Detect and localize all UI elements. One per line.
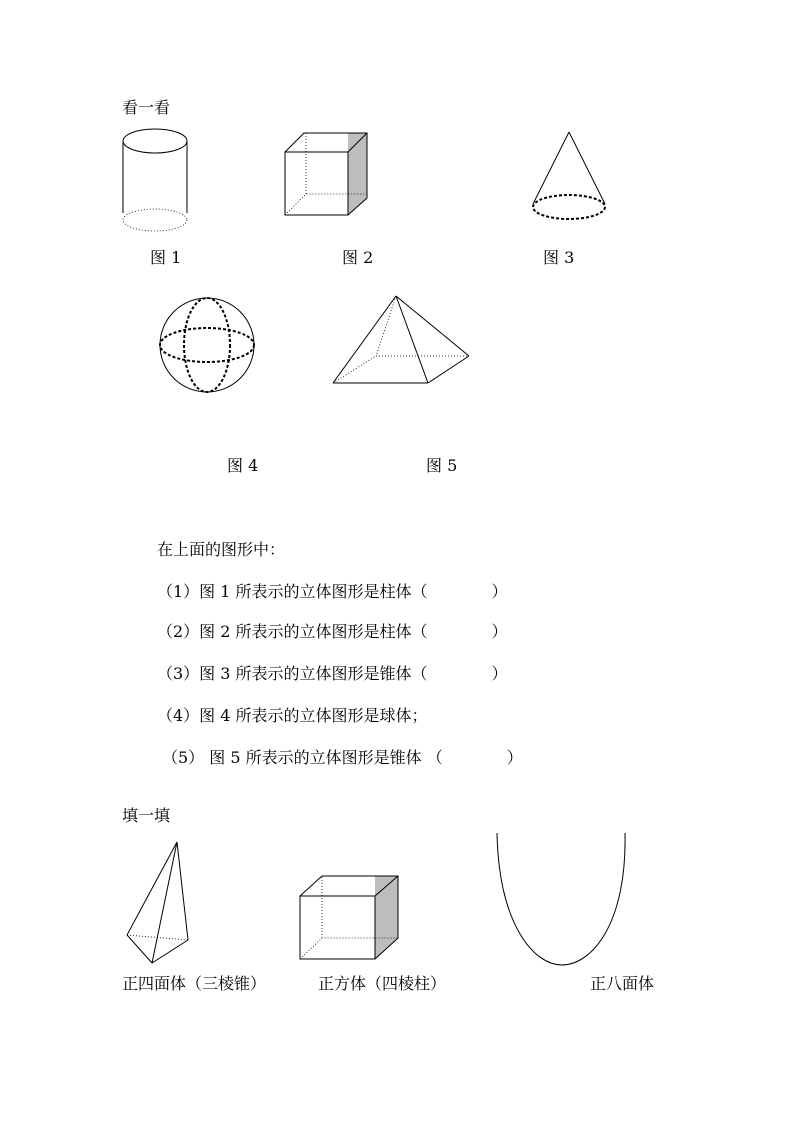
figure-1-label: 图 1 (150, 248, 182, 267)
figure-2-label: 图 2 (342, 248, 374, 267)
tetrahedron-label: 正四面体（三棱锥） (122, 974, 267, 993)
cube-figure-2 (295, 872, 405, 967)
question-4: （4）图 4 所表示的立体图形是球体； (157, 706, 428, 725)
cube-figure (280, 128, 375, 223)
question-3: （3）图 3 所表示的立体图形是锥体（ ） (157, 664, 508, 683)
tetrahedron-figure (122, 838, 197, 968)
octahedron-curve (494, 830, 634, 970)
section-heading-look: 看一看 (122, 98, 171, 117)
questions-intro: 在上面的图形中： (157, 540, 286, 559)
pyramid-figure (328, 292, 478, 392)
cylinder-figure (118, 125, 198, 235)
section-heading-fill: 填一填 (122, 806, 171, 825)
figure-5-label: 图 5 (426, 456, 458, 475)
cone-figure (525, 128, 615, 228)
question-5: （5） 图 5 所表示的立体图形是锥体 （ ） (162, 748, 523, 767)
question-1: （1）图 1 所表示的立体图形是柱体（ ） (157, 582, 508, 601)
sphere-figure (155, 295, 265, 405)
cube-label: 正方体（四棱柱） (318, 974, 447, 993)
question-2: （2）图 2 所表示的立体图形是柱体（ ） (157, 622, 508, 641)
figure-4-label: 图 4 (227, 456, 259, 475)
figure-3-label: 图 3 (543, 248, 575, 267)
octahedron-label: 正八面体 (590, 974, 655, 993)
